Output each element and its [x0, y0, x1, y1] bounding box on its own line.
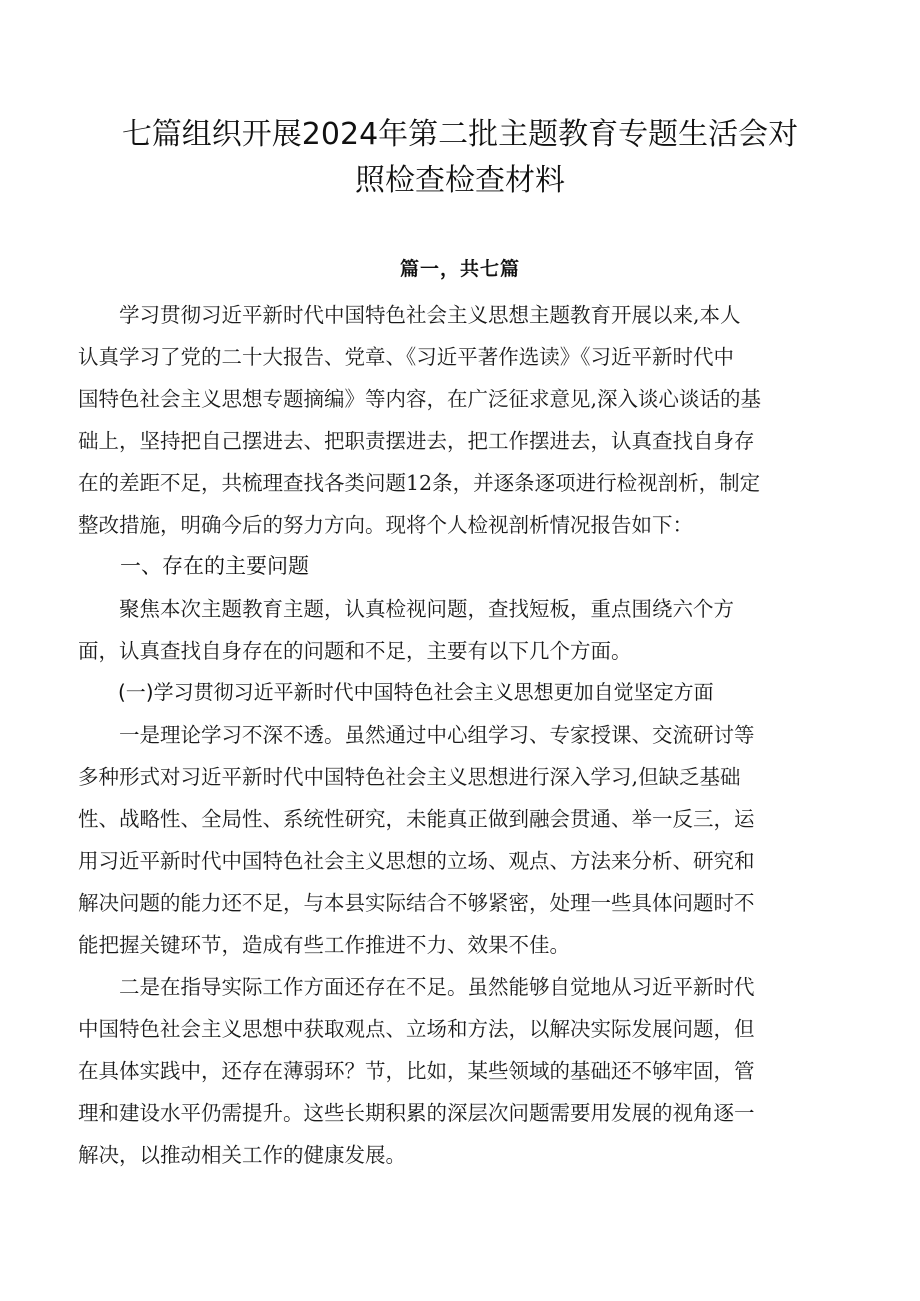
document-title-line-1: 七篇组织开展2024年第二批主题教育专题生活会对	[121, 117, 799, 152]
section-intro-paragraph: 聚焦本次主题教育主题，认真检视问题，查找短板，重点围绕六个方 面，认真查找自身存在的问题和不足，主要有以下几个方面。	[78, 597, 734, 663]
point-two-paragraph: 二是在指导实际工作方面还存在不足。虽然能够自觉地从习近平新时代 中国特色社会主义思想中获取观点、立场和方法，以解决实际发展问题，但 在具体实践中，还存在薄弱环？节，比如，某些领域的基础还不够牢固，管 理和建设水平仍需提升。这些长期积累的深层次问题需要用发展的视角逐一 解决，以推动相关工作的健康发展。	[78, 975, 755, 1167]
section-heading-main-problems: 一、存在的主要问题	[78, 554, 309, 578]
subsection-heading-1: (一)学习贯彻习近平新时代中国特色社会主义思想更加自觉坚定方面	[78, 680, 714, 704]
point-one-paragraph: 一是理论学习不深不透。虽然通过中心组学习、专家授课、交流研讨等 多种形式对习近平新时代中国特色社会主义思想进行深入学习,但缺乏基础 性、战略性、全局性、系统性研究，未能真正做到融会贯通、举一反三，运 用习近平新时代中国特色社会主义思想的立场、观点、方法来分析、研究和 解决问题的能力还不足，与本县实际结合不够紧密，处理一些具体问题时不 能把握关键环节，造成有些工作推进不力、效果不佳。	[78, 723, 755, 957]
document-title-line-2: 照检查检查材料	[355, 163, 565, 198]
part-label: 篇一，共七篇	[399, 258, 520, 280]
document-title	[80, 112, 840, 204]
intro-paragraph: 学习贯彻习近平新时代中国特色社会主义思想主题教育开展以来,本人 认真学习了党的二十大报告、党章、《习近平著作选读》《习近平新时代中 国特色社会主义思想专题摘编》等内容，在广泛征求意见,深入谈心谈话的基 础上，坚持把自己摆进去、把职责摆进去，把工作摆进去，认真查找自身存 在的差距不足，共梳理查找各类问题12条，并逐条逐项进行检视剖析，制定 整改措施，明确今后的努力方向。现将个人检视剖析情况报告如下：	[78, 303, 762, 537]
